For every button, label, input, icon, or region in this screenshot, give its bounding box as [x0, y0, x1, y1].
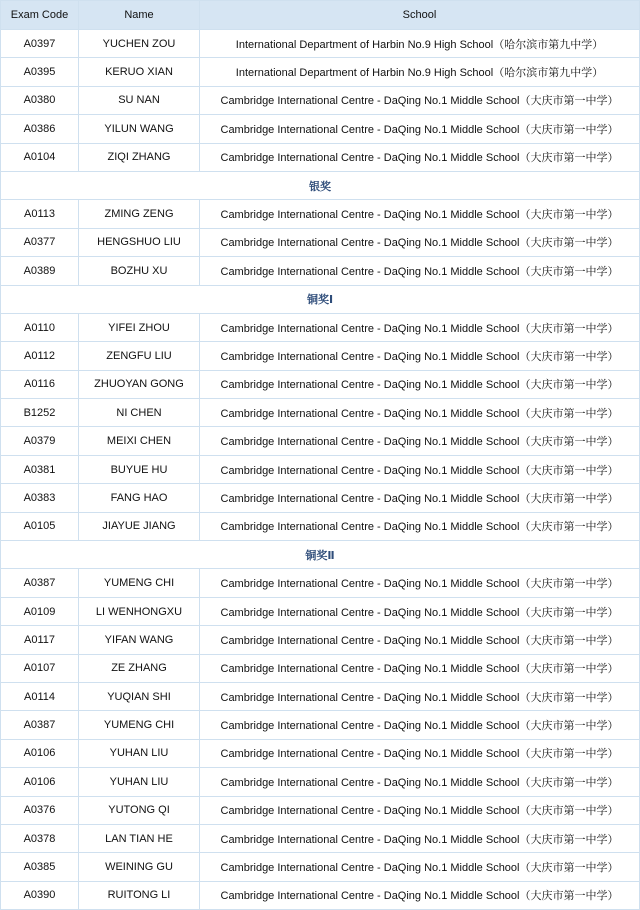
table-row	[1, 853, 640, 881]
student-name-cell: ZE ZHANG	[79, 654, 200, 682]
table-row	[1, 626, 640, 654]
exam-code-cell: A0389	[1, 257, 79, 285]
exam-code-cell: A0116	[1, 370, 79, 398]
header-exam-code: Exam Code	[1, 1, 79, 30]
student-name-cell: YUMENG CHI	[79, 569, 200, 597]
school-cell: Cambridge International Centre - DaQing No.1 Middle School（大庆市第一中学）	[200, 654, 640, 682]
exam-code-cell: A0104	[1, 143, 79, 171]
exam-code-cell: B1252	[1, 399, 79, 427]
student-name-cell: KERUO XIAN	[79, 58, 200, 86]
school-cell: Cambridge International Centre - DaQing No.1 Middle School（大庆市第一中学）	[200, 257, 640, 285]
table-row	[1, 796, 640, 824]
school-cell: Cambridge International Centre - DaQing No.1 Middle School（大庆市第一中学）	[200, 228, 640, 256]
student-name-cell: NI CHEN	[79, 399, 200, 427]
exam-code-cell: A0381	[1, 455, 79, 483]
student-name-cell: YUCHEN ZOU	[79, 30, 200, 58]
student-name-cell: RUITONG LI	[79, 881, 200, 909]
school-cell: Cambridge International Centre - DaQing No.1 Middle School（大庆市第一中学）	[200, 824, 640, 852]
school-cell: Cambridge International Centre - DaQing No.1 Middle School（大庆市第一中学）	[200, 86, 640, 114]
school-cell: Cambridge International Centre - DaQing No.1 Middle School（大庆市第一中学）	[200, 711, 640, 739]
table-row	[1, 313, 640, 341]
table-body	[1, 30, 640, 910]
student-name-cell: ZMING ZENG	[79, 200, 200, 228]
student-name-cell: SU NAN	[79, 86, 200, 114]
school-cell: Cambridge International Centre - DaQing No.1 Middle School（大庆市第一中学）	[200, 881, 640, 909]
school-cell: Cambridge International Centre - DaQing No.1 Middle School（大庆市第一中学）	[200, 484, 640, 512]
student-name-cell: LAN TIAN HE	[79, 824, 200, 852]
exam-code-cell: A0378	[1, 824, 79, 852]
award-section-label: 铜奖Ⅱ	[1, 541, 640, 569]
table-row	[1, 370, 640, 398]
student-name-cell: YIFAN WANG	[79, 626, 200, 654]
table-row	[1, 115, 640, 143]
student-name-cell: YUMENG CHI	[79, 711, 200, 739]
exam-code-cell: A0105	[1, 512, 79, 540]
table-row	[1, 200, 640, 228]
exam-code-cell: A0107	[1, 654, 79, 682]
table-row	[1, 824, 640, 852]
table-row	[1, 399, 640, 427]
table-row	[1, 597, 640, 625]
table-row	[1, 30, 640, 58]
award-section-row	[1, 285, 640, 313]
school-cell: Cambridge International Centre - DaQing No.1 Middle School（大庆市第一中学）	[200, 597, 640, 625]
header-name: Name	[79, 1, 200, 30]
school-cell: International Department of Harbin No.9 High School（哈尔滨市第九中学）	[200, 30, 640, 58]
exam-code-cell: A0387	[1, 569, 79, 597]
exam-code-cell: A0109	[1, 597, 79, 625]
exam-code-cell: A0114	[1, 682, 79, 710]
school-cell: Cambridge International Centre - DaQing No.1 Middle School（大庆市第一中学）	[200, 768, 640, 796]
table-row	[1, 86, 640, 114]
table-row	[1, 342, 640, 370]
student-name-cell: HENGSHUO LIU	[79, 228, 200, 256]
school-cell: Cambridge International Centre - DaQing No.1 Middle School（大庆市第一中学）	[200, 796, 640, 824]
student-name-cell: BOZHU XU	[79, 257, 200, 285]
school-cell: Cambridge International Centre - DaQing No.1 Middle School（大庆市第一中学）	[200, 569, 640, 597]
table-row	[1, 228, 640, 256]
table-row	[1, 484, 640, 512]
student-name-cell: YUHAN LIU	[79, 768, 200, 796]
exam-code-cell: A0385	[1, 853, 79, 881]
header-school: School	[200, 1, 640, 30]
school-cell: Cambridge International Centre - DaQing No.1 Middle School（大庆市第一中学）	[200, 342, 640, 370]
school-cell: Cambridge International Centre - DaQing No.1 Middle School（大庆市第一中学）	[200, 739, 640, 767]
exam-code-cell: A0106	[1, 739, 79, 767]
exam-code-cell: A0106	[1, 768, 79, 796]
school-cell: International Department of Harbin No.9 High School（哈尔滨市第九中学）	[200, 58, 640, 86]
school-cell: Cambridge International Centre - DaQing No.1 Middle School（大庆市第一中学）	[200, 313, 640, 341]
student-name-cell: YUTONG QI	[79, 796, 200, 824]
student-name-cell: YILUN WANG	[79, 115, 200, 143]
school-cell: Cambridge International Centre - DaQing No.1 Middle School（大庆市第一中学）	[200, 143, 640, 171]
student-name-cell: YIFEI ZHOU	[79, 313, 200, 341]
exam-code-cell: A0380	[1, 86, 79, 114]
exam-code-cell: A0387	[1, 711, 79, 739]
exam-code-cell: A0379	[1, 427, 79, 455]
table-row	[1, 682, 640, 710]
exam-code-cell: A0110	[1, 313, 79, 341]
exam-code-cell: A0112	[1, 342, 79, 370]
table-header	[1, 1, 640, 30]
student-name-cell: ZIQI ZHANG	[79, 143, 200, 171]
table-row	[1, 143, 640, 171]
student-name-cell: WEINING GU	[79, 853, 200, 881]
table-row	[1, 768, 640, 796]
table-row	[1, 739, 640, 767]
student-name-cell: YUQIAN SHI	[79, 682, 200, 710]
exam-code-cell: A0113	[1, 200, 79, 228]
student-name-cell: LI WENHONGXU	[79, 597, 200, 625]
exam-code-cell: A0376	[1, 796, 79, 824]
exam-code-cell: A0395	[1, 58, 79, 86]
exam-code-cell: A0397	[1, 30, 79, 58]
school-cell: Cambridge International Centre - DaQing No.1 Middle School（大庆市第一中学）	[200, 115, 640, 143]
student-name-cell: JIAYUE JIANG	[79, 512, 200, 540]
student-name-cell: ZHUOYAN GONG	[79, 370, 200, 398]
table-row	[1, 654, 640, 682]
award-section-label: 铜奖Ⅰ	[1, 285, 640, 313]
exam-code-cell: A0117	[1, 626, 79, 654]
exam-code-cell: A0390	[1, 881, 79, 909]
school-cell: Cambridge International Centre - DaQing No.1 Middle School（大庆市第一中学）	[200, 427, 640, 455]
school-cell: Cambridge International Centre - DaQing No.1 Middle School（大庆市第一中学）	[200, 853, 640, 881]
student-name-cell: MEIXI CHEN	[79, 427, 200, 455]
school-cell: Cambridge International Centre - DaQing No.1 Middle School（大庆市第一中学）	[200, 455, 640, 483]
header-row	[1, 1, 640, 30]
table-row	[1, 455, 640, 483]
exam-code-cell: A0383	[1, 484, 79, 512]
table-row	[1, 569, 640, 597]
table-row	[1, 257, 640, 285]
student-name-cell: ZENGFU LIU	[79, 342, 200, 370]
table-row	[1, 512, 640, 540]
student-name-cell: FANG HAO	[79, 484, 200, 512]
table-row	[1, 58, 640, 86]
exam-code-cell: A0377	[1, 228, 79, 256]
table-row	[1, 427, 640, 455]
school-cell: Cambridge International Centre - DaQing No.1 Middle School（大庆市第一中学）	[200, 370, 640, 398]
exam-code-cell: A0386	[1, 115, 79, 143]
award-section-label: 银奖	[1, 171, 640, 199]
school-cell: Cambridge International Centre - DaQing No.1 Middle School（大庆市第一中学）	[200, 399, 640, 427]
school-cell: Cambridge International Centre - DaQing No.1 Middle School（大庆市第一中学）	[200, 626, 640, 654]
student-name-cell: YUHAN LIU	[79, 739, 200, 767]
table-row	[1, 711, 640, 739]
school-cell: Cambridge International Centre - DaQing No.1 Middle School（大庆市第一中学）	[200, 682, 640, 710]
award-section-row	[1, 171, 640, 199]
school-cell: Cambridge International Centre - DaQing No.1 Middle School（大庆市第一中学）	[200, 512, 640, 540]
student-name-cell: BUYUE HU	[79, 455, 200, 483]
table-row	[1, 881, 640, 909]
award-section-row	[1, 541, 640, 569]
school-cell: Cambridge International Centre - DaQing No.1 Middle School（大庆市第一中学）	[200, 200, 640, 228]
